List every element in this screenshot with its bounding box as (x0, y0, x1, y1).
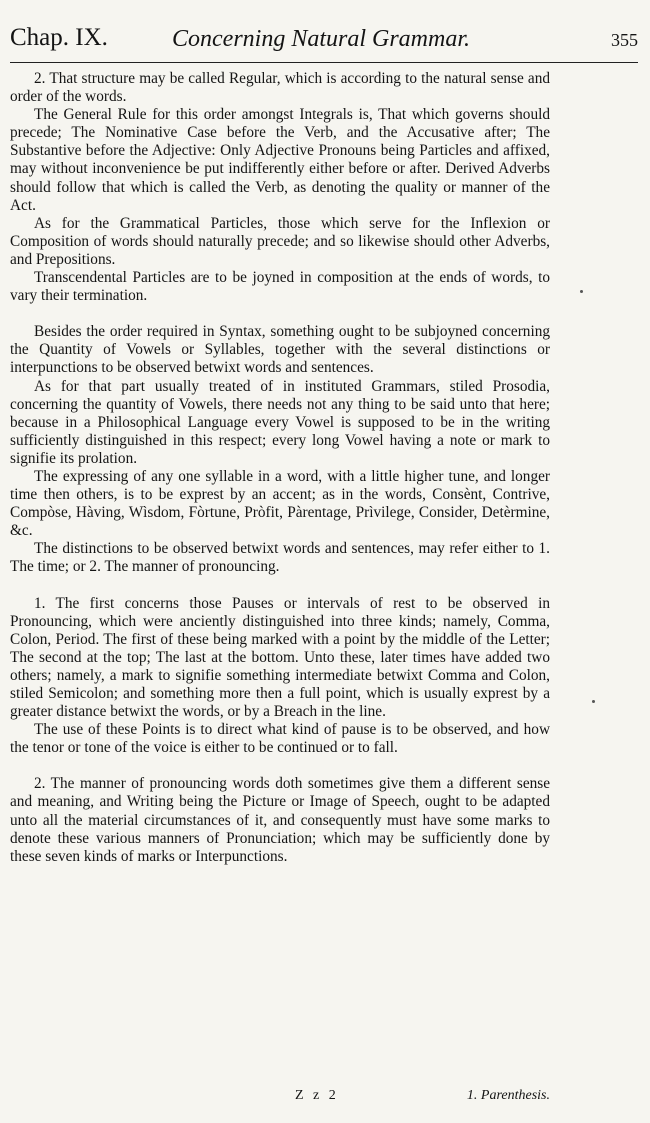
paragraph-use-of-points: The use of these Points is to direct what kind of pause is to be observed, and how the tenor or tone of the voice is either to be continued or to fall. (10, 721, 550, 757)
page-body (10, 70, 550, 866)
paragraph-regular-structure: 2. That structure may be called Regular, which is according to the natural sense and order of the words. (10, 70, 550, 106)
paragraph-manner-of-pronouncing: 2. The manner of pronouncing words doth sometimes give them a different sense and meaning, and Writing being the Picture or Image of Speech, ought to be adapted unto all the material circumstances of it, and consequently must have some marks to denote these various manners of Pronunciation; which may be sufficiently done by these seven kinds of marks or Interpunctions. (10, 775, 550, 865)
section-gap (10, 577, 550, 595)
paragraph-prosodia: As for that part usually treated of in instituted Grammars, stiled Prosodia, concerning the quantity of Vowels, there needs not any thing to be said unto that here; because in a Philosophical Language every Vowel is supposed to be in the writing sufficiently distinguished in this respect; every long Vowel having a note or mark to signifie its prolation. (10, 377, 550, 467)
section-gap (10, 757, 550, 775)
running-title: Concerning Natural Grammar. (172, 26, 471, 52)
paragraph-distinctions: The distinctions to be observed betwixt words and sentences, may refer either to 1. The time; or 2. The manner of pronouncing. (10, 540, 550, 576)
signature-mark: Z z 2 (295, 1088, 339, 1103)
specks (592, 700, 595, 703)
paragraph-general-rule: The General Rule for this order amongst Integrals is, That which governs should precede; The Nominative Case before the Verb, and the Accusative after; The Substantive before the Adjective: Only Adjective Pronouns being Particles and affixed, may without inconvenience be put indifferently either before or after. Derived Adverbs should follow that which is called the Verb, as denoting the quality or manner of the Act. (10, 106, 550, 214)
header-rule (10, 62, 638, 63)
catchword: 1. Parenthesis. (466, 1088, 550, 1103)
section-gap (10, 305, 550, 323)
paragraph-transcendental-particles: Transcendental Particles are to be joyned in composition at the ends of words, to vary their termination. (10, 269, 550, 305)
chapter-label: Chap. IX. (10, 24, 108, 51)
page-number: 355 (611, 30, 638, 50)
paragraph-quantity: Besides the order required in Syntax, something ought to be subjoyned concerning the Quantity of Vowels or Syllables, together with the several distinctions or interpunctions to be observed betwixt words and sentences. (10, 323, 550, 377)
page-footer (10, 1088, 550, 1110)
paragraph-grammatical-particles: As for the Grammatical Particles, those which serve for the Inflexion or Composition of words should naturally precede; and so likewise should other Adverbs, and Prepositions. (10, 214, 550, 268)
paragraph-pauses: 1. The first concerns those Pauses or intervals of rest to be observed in Pronouncing, which were anciently distinguished into three kinds; namely, Comma, Colon, Period. The first of these being marked with a point by the middle of the Letter; The second at the top; The last at the bottom. Unto these, later times have added two others; namely, a mark to signifie something intermediate betwixt Comma and Colon, stiled Semicolon; and something more then a full point, which is usually exprest by a greater distance betwixt the words, or by a Breach in the line. (10, 594, 550, 721)
page-header (10, 18, 638, 62)
paragraph-accent: The expressing of any one syllable in a word, with a little higher tune, and longer time then others, is to be exprest by an accent; as in the words, Consènt, Contrive, Compòse, Hàving, Wìsdom, Fòrtune, Pròfit, Pàrentage, Prìvilege, Consider, Detèrmine, &c. (10, 467, 550, 540)
specks (580, 290, 583, 293)
